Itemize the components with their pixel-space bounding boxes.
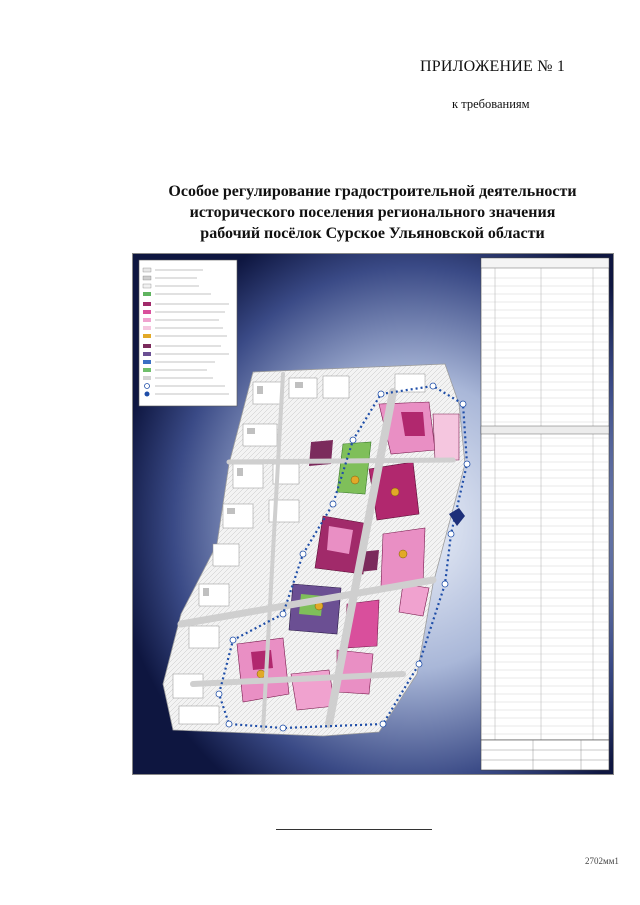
appendix-label: ПРИЛОЖЕНИЕ № 1 <box>420 58 566 75</box>
zoning-map-sheet <box>132 253 614 775</box>
title-line-1: Особое регулирование градостроительной деятельности <box>168 183 577 200</box>
signature-line <box>276 829 432 830</box>
title-line-3: рабочий посёлок Сурское Ульяновской области <box>200 225 545 242</box>
document-number: 2702мм1 <box>585 856 619 866</box>
map-legend <box>139 260 237 406</box>
requirements-label: к требованиям <box>452 97 530 111</box>
zoning-map-drawing <box>133 254 613 774</box>
title-line-2: исторического поселения регионального значения <box>189 204 556 221</box>
document-title <box>90 181 640 244</box>
objects-tables <box>481 258 609 770</box>
